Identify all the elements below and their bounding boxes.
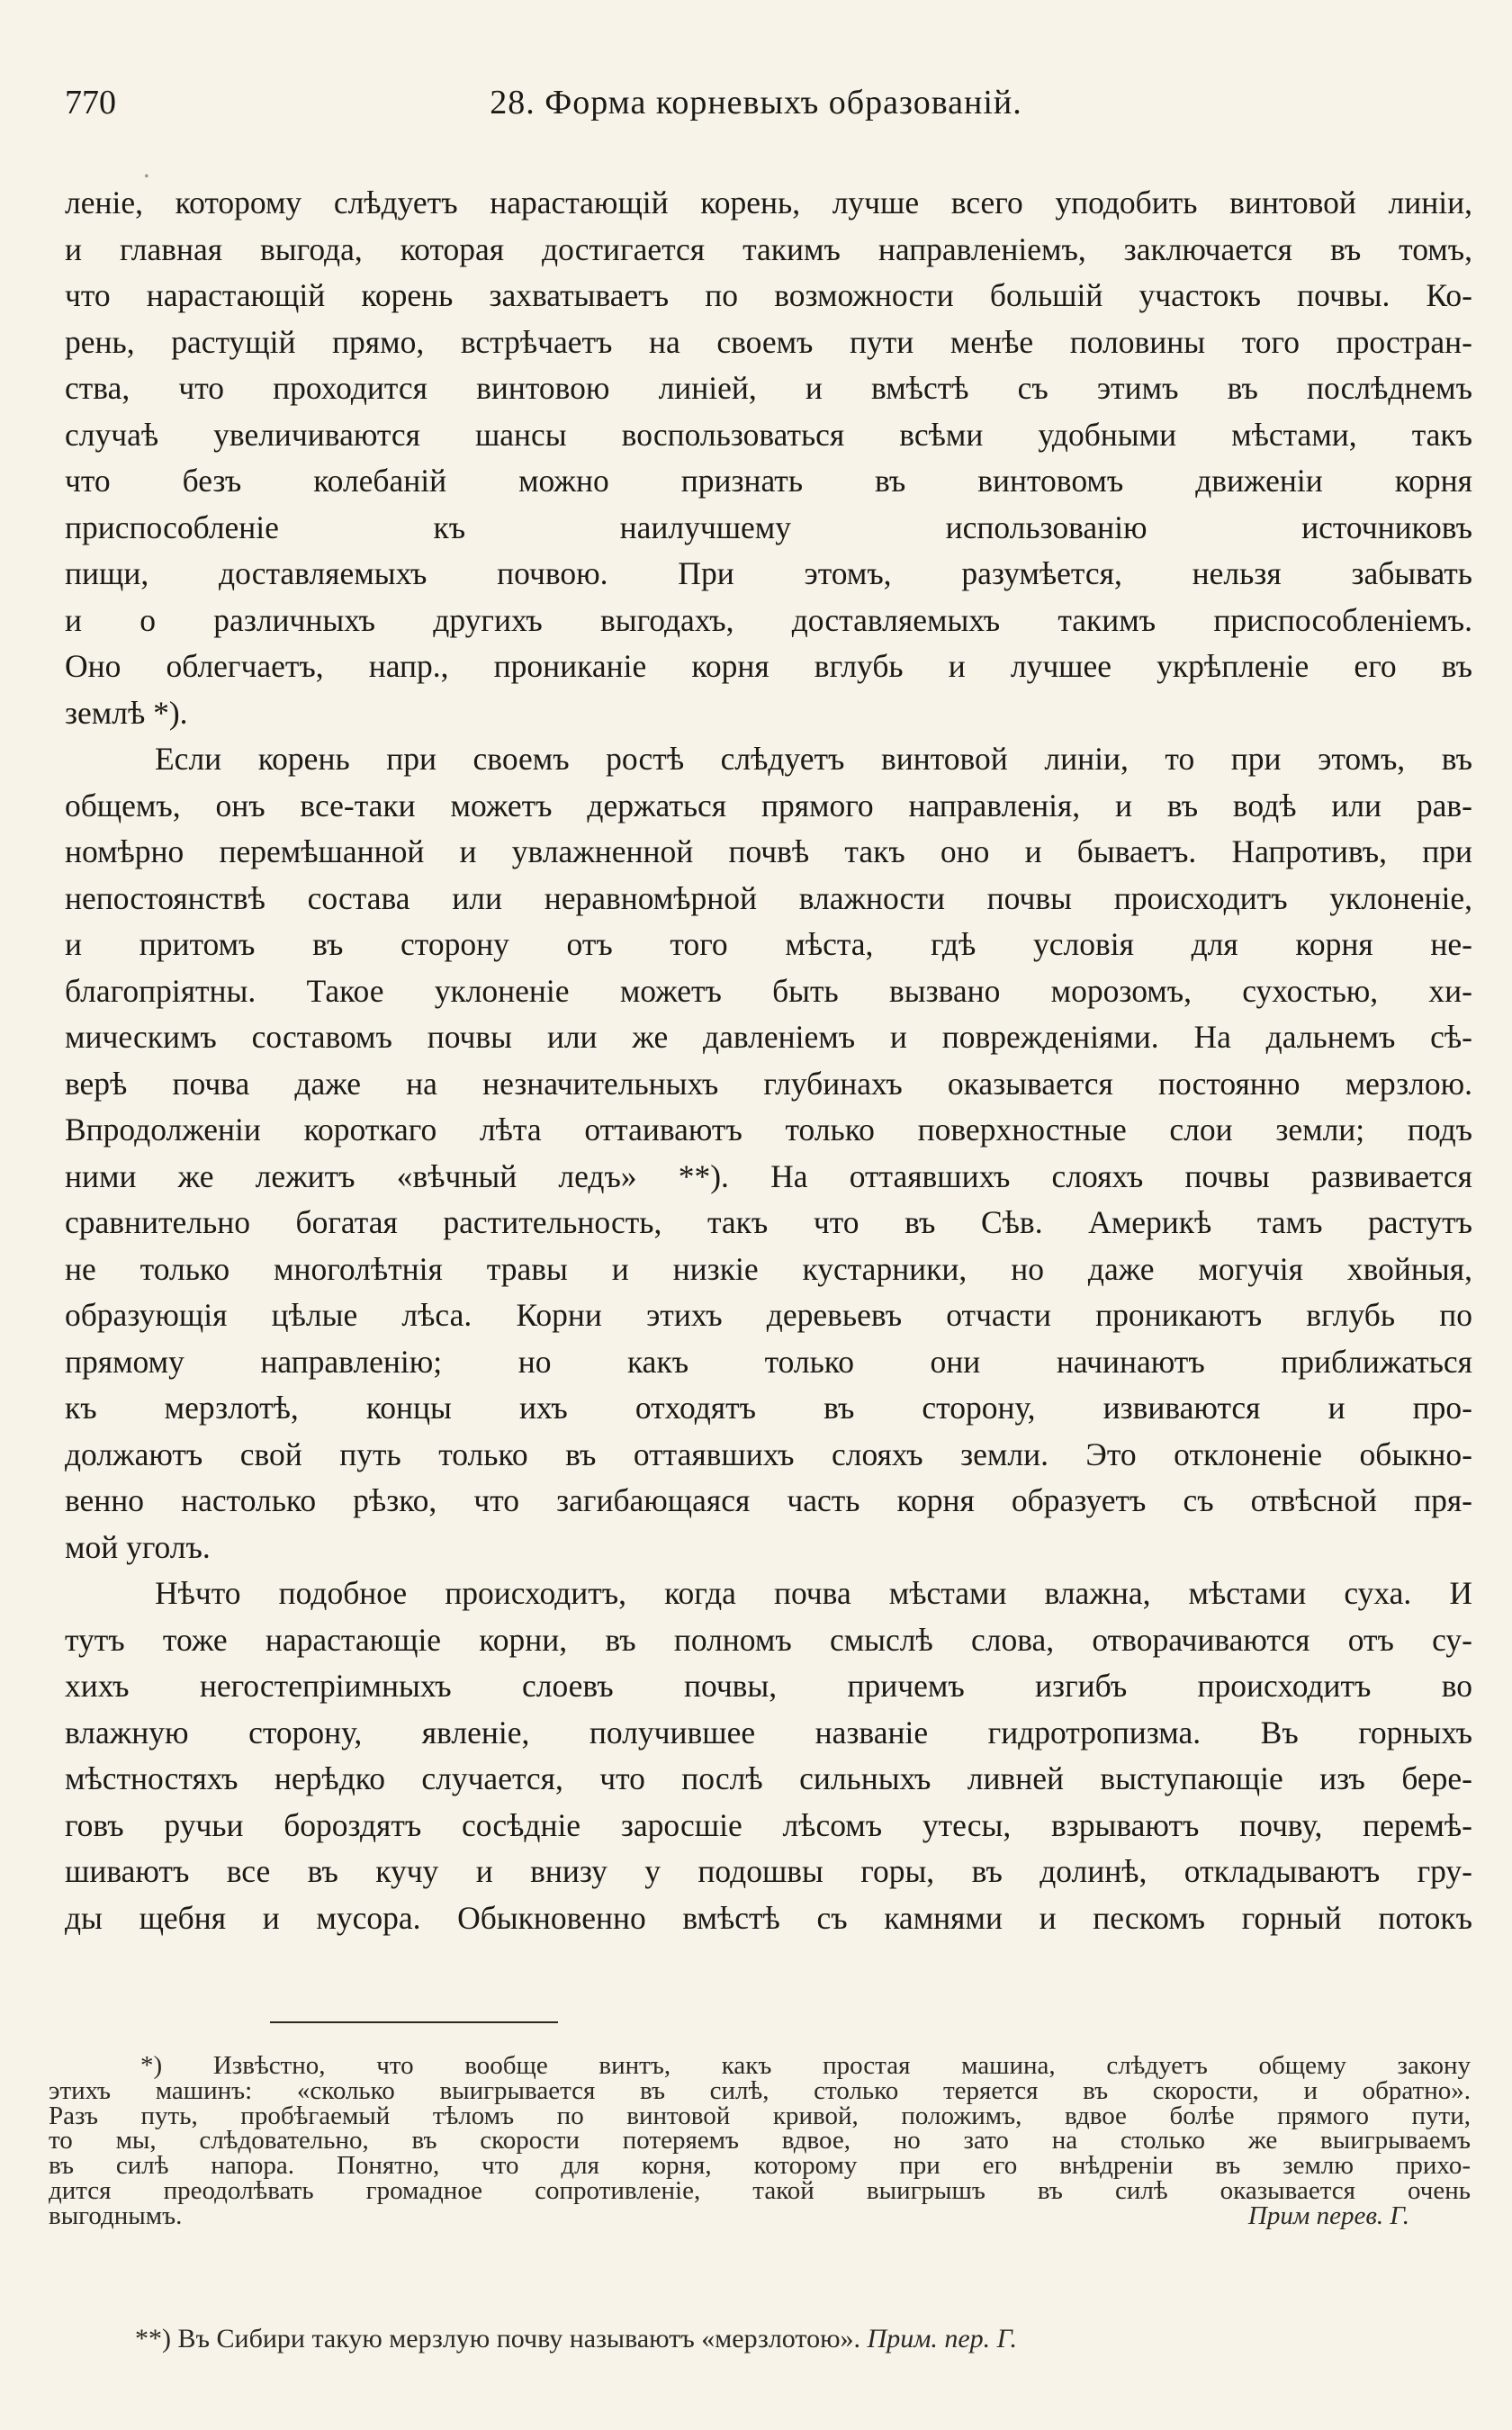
text-line: говъ ручьи бороздятъ сосѣдніе заросшіе лѣсомъ утесы, взрываютъ почву, перемѣ-	[65, 1806, 1472, 1843]
text-line: образующія цѣлые лѣса. Корни этихъ деревьевъ отчасти проникаютъ вглубь по	[65, 1297, 1472, 1333]
text-line: мическимъ составомъ почвы или же давленіемъ и поврежденіями. На дальнемъ сѣ-	[65, 1019, 1472, 1055]
text-line: Впродолженіи короткаго лѣта оттаиваютъ только поверхностные слои земли; подъ	[65, 1112, 1472, 1148]
text-line: благопріятны. Такое уклоненіе можетъ быть вызвано морозомъ, сухостью, хи-	[65, 972, 1472, 1009]
text-line: что безъ колебаній можно признать въ винтовомъ движеніи корня	[65, 463, 1472, 499]
text-line: прямому направленію; но какъ только они начинаютъ приближаться	[65, 1343, 1472, 1380]
text-line: что нарастающій корень захватываетъ по возможности большій участокъ почвы. Ко-	[65, 277, 1472, 313]
text-line: приспособленіе къ наилучшему использованію источниковъ	[65, 508, 1472, 545]
text-line: шиваютъ все въ кучу и внизу у подошвы горы, въ долинѣ, откладываютъ гру-	[65, 1853, 1472, 1889]
footnote-2-text: **) Въ Сибири такую мерзлую почву называютъ «мерзлотою».	[135, 2324, 861, 2354]
page-header	[65, 83, 1447, 128]
footnote-1	[49, 2051, 1471, 2230]
running-title: 28. Форма корневыхъ образованій.	[490, 84, 1022, 122]
text-line: венно настолько рѣзко, что загибающаяся часть корня образуетъ съ отвѣсной пря-	[65, 1482, 1472, 1518]
text-line: непостоянствѣ состава или неравномѣрной влажности почвы происходитъ уклоненіе,	[65, 879, 1472, 916]
footnote-line: Разъ путь, пробѣгаемый тѣломъ по винтовой кривой, положимъ, вдвое болѣе прямого пути,	[49, 2101, 1471, 2130]
translator-note-credit: Прим. пер. Г.	[867, 2324, 1017, 2354]
text-line: и главная выгода, которая достигается такимъ направленіемъ, заключается въ томъ,	[65, 230, 1472, 267]
text-line: верѣ почва даже на незначительныхъ глубинахъ оказывается постоянно мерзлою.	[65, 1065, 1472, 1102]
footnote-line: дится преодолѣвать громадное сопротивленіе, такой выигрышъ въ силѣ оказывается очень	[49, 2175, 1471, 2205]
footnote-line: этихъ машинъ: «сколько выигрывается въ силѣ, столько теряется въ скорости, и обратно».	[49, 2075, 1471, 2105]
footnote-line-last	[49, 2200, 1471, 2230]
text-line: тутъ тоже нарастающіе корни, въ полномъ смыслѣ слова, отворачиваются отъ су-	[65, 1621, 1472, 1658]
text-line: сравнительно богатая растительность, такъ что въ Сѣв. Америкѣ тамъ растутъ	[65, 1204, 1472, 1240]
translator-note-credit: Прим перев. Г.	[1247, 2200, 1409, 2230]
text-line: мой уголъ.	[65, 1528, 211, 1565]
footnote-line: то мы, слѣдовательно, въ скорости потеряемъ вдвое, но зато на столько же выигрываемъ	[49, 2126, 1471, 2156]
text-line: мѣстностяхъ нерѣдко случается, что послѣ сильныхъ ливней выступающіе изъ бере-	[65, 1760, 1472, 1796]
text-line: номѣрно перемѣшанной и увлажненной почвѣ такъ оно и бываетъ. Напротивъ, при	[65, 833, 1472, 869]
text-line: ними же лежитъ «вѣчный ледъ» **). На оттаявшихъ слояхъ почвы развивается	[65, 1157, 1472, 1194]
text-line: землѣ *).	[65, 694, 188, 731]
footnote-line: въ силѣ напора. Понятно, что для корня, которому при его внѣдреніи въ землю прихо-	[49, 2151, 1471, 2181]
text-line: леніе, которому слѣдуетъ нарастающій корень, лучше всего уподобить винтовой линіи,	[65, 184, 1472, 220]
text-line: ства, что проходится винтовою линіей, и вмѣстѣ съ этимъ въ послѣднемъ	[65, 370, 1472, 406]
body-text	[65, 180, 1472, 1941]
text-line: рень, растущій прямо, встрѣчаетъ на своемъ пути менѣе половины того простран-	[65, 323, 1472, 360]
footnote-line: *) Извѣстно, что вообще винтъ, какъ простая машина, слѣдуетъ общему закону	[140, 2051, 1471, 2080]
text-line: пищи, доставляемыхъ почвою. При этомъ, разумѣется, нельзя забывать	[65, 555, 1472, 591]
text-line: и о различныхъ другихъ выгодахъ, доставляемыхъ такимъ приспособленіемъ.	[65, 601, 1472, 638]
footnote-line-text: выгоднымъ.	[49, 2200, 183, 2230]
text-line: къ мерзлотѣ, концы ихъ отходятъ въ сторону, извиваются и про-	[65, 1390, 1472, 1426]
text-line: хихъ негостепріимныхъ слоевъ почвы, причемъ изгибъ происходитъ во	[65, 1668, 1472, 1704]
text-line: влажную сторону, явленіе, получившее названіе гидротропизма. Въ горныхъ	[65, 1714, 1472, 1750]
text-line: должаютъ свой путь только въ оттаявшихъ слояхъ земли. Это отклоненіе обыкно-	[65, 1436, 1472, 1472]
footnote-2	[135, 2324, 1017, 2354]
text-line: ды щебня и мусора. Обыкновенно вмѣстѣ съ камнями и пескомъ горный потокъ	[65, 1899, 1472, 1936]
text-line: и притомъ въ сторону отъ того мѣста, гдѣ условія для корня не-	[65, 926, 1472, 962]
paragraph-start: Если корень при своемъ ростѣ слѣдуетъ винтовой линіи, то при этомъ, въ	[155, 741, 1472, 777]
text-line: общемъ, онъ все-таки можетъ держаться прямого направленія, и въ водѣ или рав-	[65, 787, 1472, 824]
margin-mark: •	[144, 169, 149, 184]
text-line: Оно облегчаетъ, напр., прониканіе корня вглубь и лучшее укрѣпленіе его въ	[65, 648, 1472, 684]
page-number: 770	[65, 84, 116, 122]
footnote-rule	[270, 2021, 558, 2023]
paragraph-start: Нѣчто подобное происходитъ, когда почва мѣстами влажна, мѣстами суха. И	[155, 1575, 1472, 1611]
text-line: случаѣ увеличиваются шансы воспользоваться всѣми удобными мѣстами, такъ	[65, 416, 1472, 453]
text-line: не только многолѣтнія травы и низкіе кустарники, но даже могучія хвойныя,	[65, 1250, 1472, 1287]
